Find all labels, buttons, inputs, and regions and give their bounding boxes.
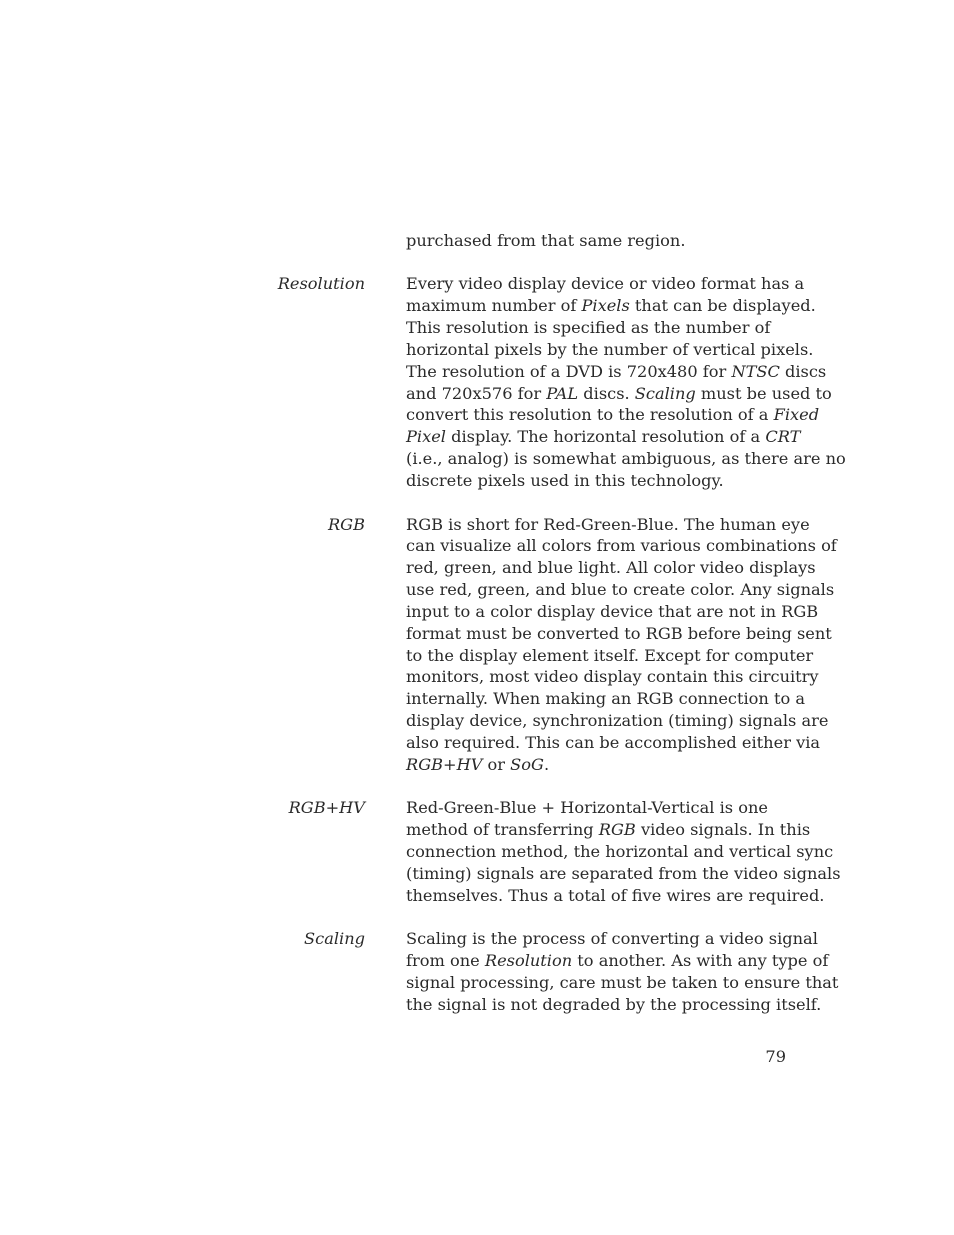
definition-line xyxy=(406,754,796,776)
definition-line: input to a color display device that are not in RGB xyxy=(406,602,819,621)
definition-line: display device, synchronization (timing) signals are xyxy=(406,711,829,730)
definition-line: monitors, most video display contain this circuitry xyxy=(406,667,819,686)
definition-line: connection method, the horizontal and vertical sync xyxy=(406,842,834,861)
definition-line xyxy=(406,404,820,426)
definition-line: Every video display device or video format has a xyxy=(406,274,805,293)
definition-line: (i.e., analog) is somewhat ambiguous, as there are no xyxy=(406,449,846,468)
definition-line: Scaling is the process of converting a video signal xyxy=(406,929,818,948)
definition-line: can visualize all colors from various combinations of xyxy=(406,536,837,555)
definition-line xyxy=(406,295,816,317)
cross-reference-pixels: Pixels xyxy=(581,296,630,315)
term-scaling: Scaling xyxy=(304,929,365,948)
definition-line: internally. When making an RGB connection to a xyxy=(406,689,806,708)
text-run: method of transferring xyxy=(406,820,599,839)
definition-line: format must be converted to RGB before being sent xyxy=(406,624,832,643)
cross-reference-resolution: Resolution xyxy=(484,951,573,970)
definition-line: the signal is not degraded by the processing itself. xyxy=(406,995,822,1014)
definition-line: discrete pixels used in this technology. xyxy=(406,471,724,490)
definition-line: themselves. Thus a total of five wires are required. xyxy=(406,886,825,905)
definition-line: (timing) signals are separated from the video signals xyxy=(406,864,841,883)
text-run: display. The horizontal resolution of a xyxy=(445,427,766,446)
definition-line: Red-Green-Blue + Horizontal-Vertical is one xyxy=(406,798,768,817)
definition-line xyxy=(406,426,801,448)
text-run: . xyxy=(543,755,550,774)
text-run: or xyxy=(482,755,511,774)
definition-line: signal processing, care must be taken to ensure that xyxy=(406,973,839,992)
cross-reference-crt: CRT xyxy=(765,427,801,446)
text-run: and 720x576 for xyxy=(406,384,547,403)
definition-line: horizontal pixels by the number of vertical pixels. xyxy=(406,340,814,359)
definition-line: also required. This can be accomplished either via xyxy=(406,733,821,752)
definition-line xyxy=(406,361,827,383)
text-run: that can be displayed. xyxy=(629,296,816,315)
definition-line xyxy=(406,819,811,841)
definition-line xyxy=(406,950,829,972)
definition-line: This resolution is specified as the number of xyxy=(406,318,771,337)
cross-reference-pixel: Pixel xyxy=(406,427,446,446)
cross-reference-rgb-hv: RGB+HV xyxy=(406,755,483,774)
text-run: The resolution of a DVD is 720x480 for xyxy=(406,362,732,381)
page-number: 79 xyxy=(765,1047,786,1066)
text-run: convert this resolution to the resolution of a xyxy=(406,405,774,424)
text-run: to another. As with any type of xyxy=(572,951,829,970)
definition-line: use red, green, and blue to create color. Any signals xyxy=(406,580,835,599)
cross-reference-scaling: Scaling xyxy=(634,384,696,403)
definition-line: RGB is short for Red-Green-Blue. The human eye xyxy=(406,515,810,534)
term-rgb: RGB xyxy=(327,515,365,534)
definition-line xyxy=(406,383,832,405)
text-run: video signals. In this xyxy=(635,820,811,839)
term-resolution: Resolution xyxy=(277,274,365,293)
definition-line: to the display element itself. Except for computer xyxy=(406,646,814,665)
cross-reference-pal: PAL xyxy=(546,384,579,403)
text-run: discs xyxy=(779,362,827,381)
cross-reference-fixed: Fixed xyxy=(773,405,820,424)
cross-reference-ntsc: NTSC xyxy=(731,362,780,381)
continuation-text: purchased from that same region. xyxy=(406,231,686,250)
definition-line: red, green, and blue light. All color video displays xyxy=(406,558,816,577)
text-run: maximum number of xyxy=(406,296,582,315)
cross-reference-rgb: RGB xyxy=(598,820,636,839)
text-run: discs. xyxy=(578,384,635,403)
term-rgb-hv: RGB+HV xyxy=(288,798,365,817)
text-run: from one xyxy=(406,951,485,970)
cross-reference-sog: SoG xyxy=(510,755,544,774)
text-run: must be used to xyxy=(695,384,832,403)
